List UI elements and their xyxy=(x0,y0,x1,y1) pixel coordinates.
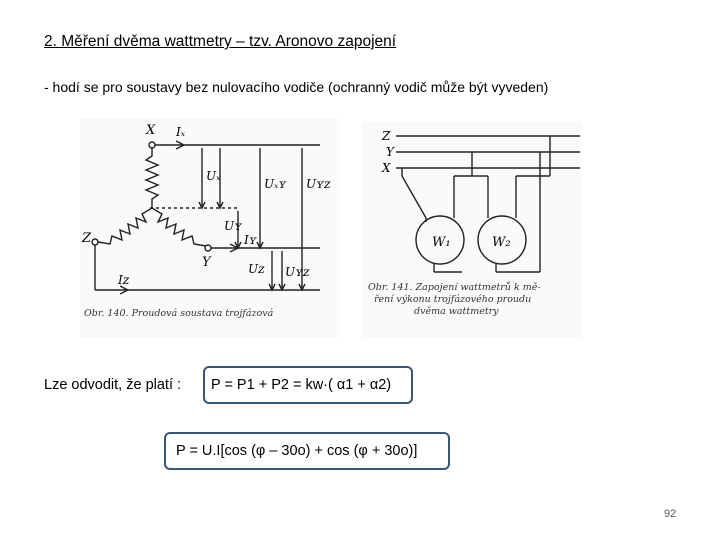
label-ux: Uₓ xyxy=(206,169,221,183)
figure-141-caption-line3: dvěma wattmetry xyxy=(414,306,499,317)
three-phase-diagram xyxy=(80,118,340,338)
label-iz: Iᴢ xyxy=(118,273,130,287)
figure-140 xyxy=(80,118,340,338)
label-iy: Iʏ xyxy=(244,233,257,247)
label-uy: Uʏ xyxy=(224,219,242,233)
label-x: X xyxy=(146,123,156,138)
slide-title: 2. Měření dvěma wattmetry – tzv. Aronovo zapojení xyxy=(44,33,397,50)
label-z: Z xyxy=(82,231,92,246)
figure-141 xyxy=(362,122,582,338)
label-y: Y xyxy=(202,255,211,270)
label-uyz: Uʏᴢ xyxy=(306,177,331,191)
label-uyz2: Uʏᴢ xyxy=(285,265,310,279)
figure-140-caption: Obr. 140. Proudová soustava trojfázová xyxy=(84,308,274,319)
formula-box-2 xyxy=(164,432,450,470)
label-uz: Uᴢ xyxy=(248,262,265,276)
formula-box-1 xyxy=(203,366,413,404)
label-y: Y xyxy=(386,145,394,159)
formula-intro: Lze odvodit, že platí : xyxy=(44,377,182,393)
formula-1: P = P1 + P2 = kw·( α1 + α2) xyxy=(211,377,392,393)
label-w1: W₁ xyxy=(432,235,451,250)
wattmeter-diagram xyxy=(362,122,582,338)
slide-subtitle: - hodí se pro soustavy bez nulovacího vodiče (ochranný vodič může být vyveden) xyxy=(44,79,549,95)
label-ix: Iₓ xyxy=(176,125,185,139)
label-x: X xyxy=(382,161,391,175)
formula-2: P = U.I[cos (φ – 30o) + cos (φ + 30o)] xyxy=(176,443,418,459)
label-w2: W₂ xyxy=(492,235,511,250)
figure-141-caption-line1: Obr. 141. Zapojení wattmetrů k mě- xyxy=(368,282,541,293)
label-z: Z xyxy=(382,129,391,143)
figure-141-caption-line2: ření výkonu trojfázového proudu xyxy=(374,294,532,305)
page-number: 92 xyxy=(664,508,677,520)
label-uxy: Uₓʏ xyxy=(264,177,287,191)
